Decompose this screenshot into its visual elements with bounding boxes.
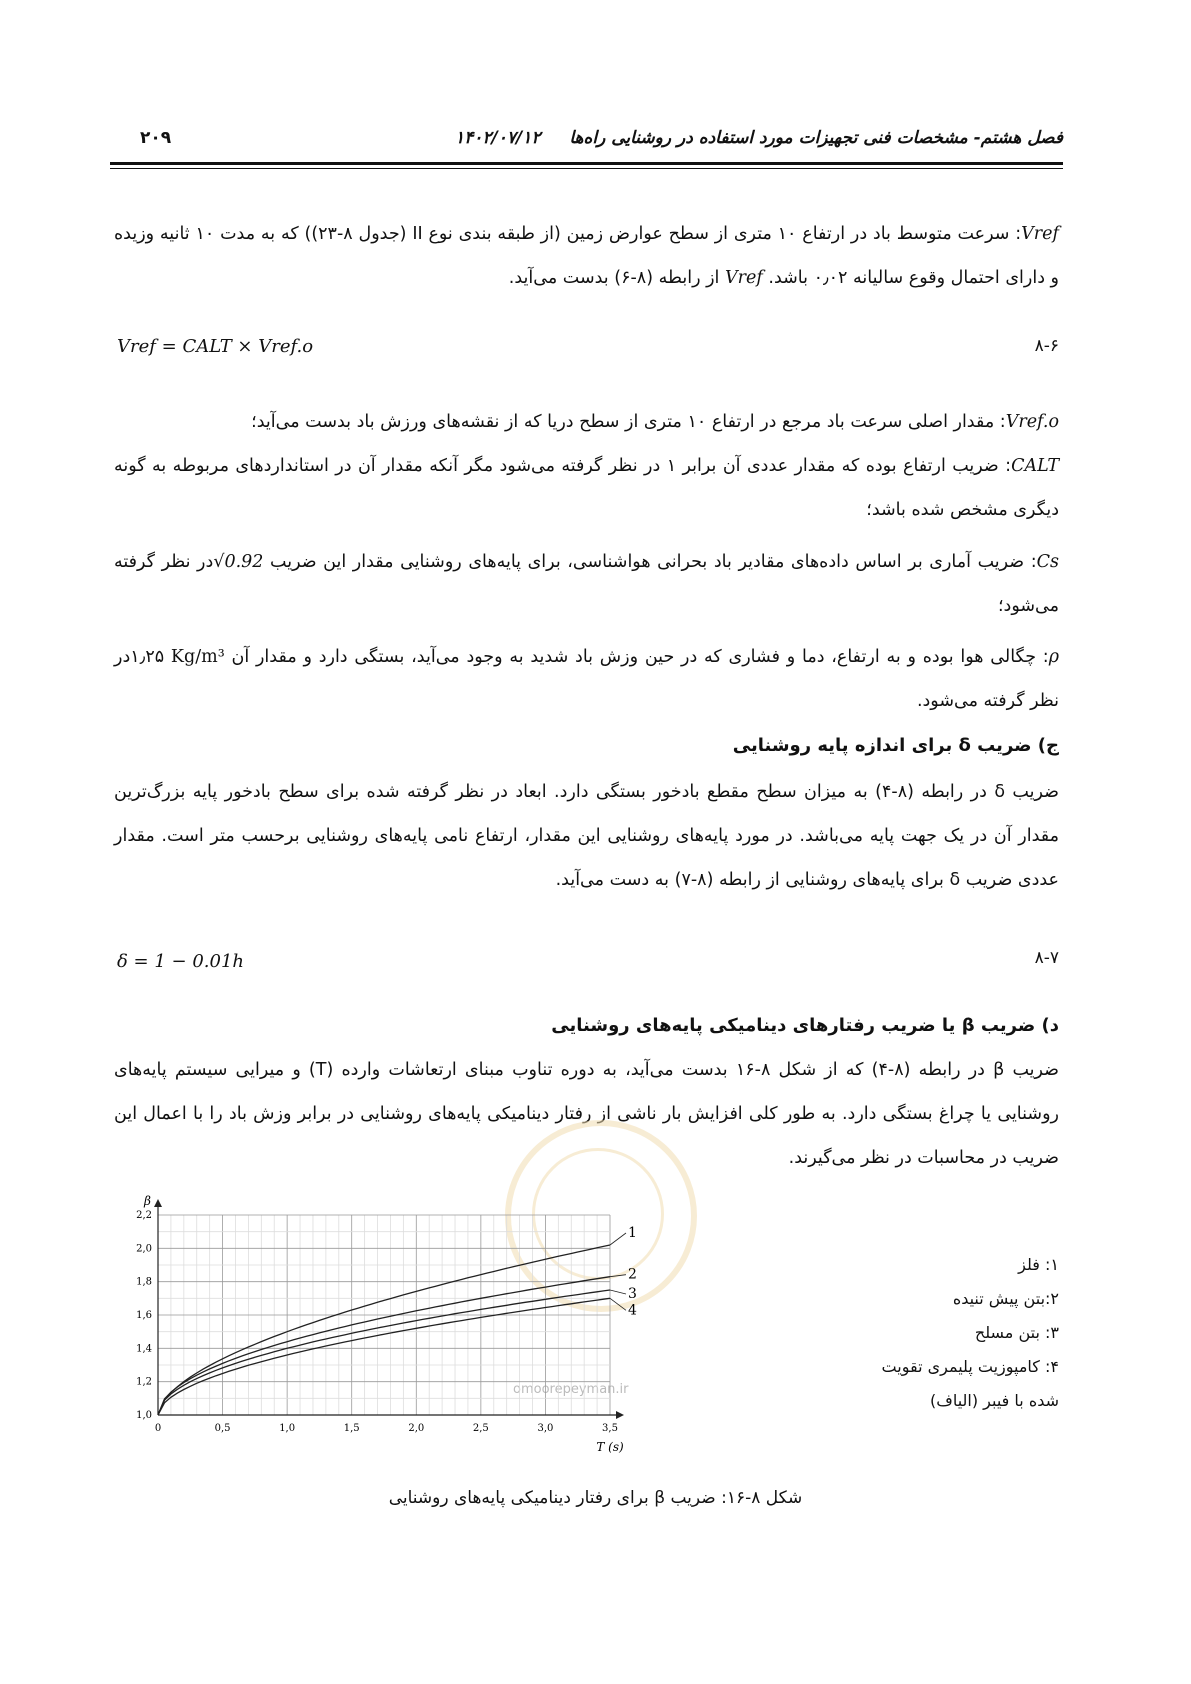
equation-8-7: δ = 1 − 0.01h bbox=[117, 951, 245, 972]
legend-item-4-cont: شده با فیبر (الیاف) bbox=[930, 1391, 1059, 1410]
paragraph-vref bbox=[114, 212, 1059, 300]
symbol-vref-o: Vref.o bbox=[1005, 412, 1059, 432]
chapter-title: فصل هشتم- مشخصات فنی تجهیزات مورد استفاده در روشنایی راه‌ها bbox=[569, 128, 1063, 148]
y-tick-label: 1,2 bbox=[136, 1376, 152, 1388]
paragraph-beta: ضریب β در رابطه (۸-۴) که از شکل ۸-۱۶ بدست می‌آید، به دوره تناوب مبنای ارتعاشات وارده (T) و میرایی سیستم پایه‌های روشنایی یا چراغ بستگی دارد. به طور کلی افزایش بار ناشی از رفتار دینامیکی پایه‌های روشنایی در برابر وزش باد را با اعمال این ضریب در محاسبات در نظر می‌گیرند. bbox=[114, 1060, 1060, 1168]
chart-legend bbox=[882, 1248, 1059, 1418]
legend-item-3: ۳: بتن مسلح bbox=[974, 1323, 1059, 1342]
rho-definition-end: ۱٫۲۵در نظر گرفته می‌شود. bbox=[114, 647, 1059, 711]
x-tick-label: 2,0 bbox=[408, 1423, 425, 1434]
series-label-1: 1 bbox=[628, 1225, 637, 1241]
y-tick-label: 1,8 bbox=[136, 1276, 152, 1288]
rho-unit: Kg/m³ bbox=[170, 647, 225, 667]
x-axis-arrow bbox=[616, 1411, 624, 1419]
x-axis-label: T (s) bbox=[596, 1440, 624, 1454]
vref-o-definition: : مقدار اصلی سرعت باد مرجع در ارتفاع ۱۰ متری از سطح دریا که از نقشه‌های ورزش باد بدست می‌آید؛ bbox=[251, 412, 1006, 432]
series-label-3: 3 bbox=[628, 1286, 637, 1302]
symbol-rho: ρ bbox=[1048, 647, 1059, 667]
series-label-2: 2 bbox=[628, 1266, 637, 1283]
series-leader-3 bbox=[610, 1290, 626, 1294]
section-heading-delta: ج) ضریب δ برای اندازه پایه روشنایی bbox=[732, 735, 1059, 756]
legend-item-2: ۲:بتن پیش تنیده bbox=[952, 1289, 1059, 1308]
y-tick-label: 1,4 bbox=[136, 1343, 152, 1355]
paragraph-vref-o bbox=[114, 400, 1059, 444]
paragraph-calt bbox=[114, 444, 1059, 532]
header-rule-thin bbox=[110, 168, 1063, 169]
cs-value: √0.92 bbox=[213, 552, 264, 572]
symbol-vref: Vref bbox=[1021, 224, 1059, 244]
series-label-4: 4 bbox=[628, 1302, 637, 1319]
calt-definition: : ضریب ارتفاع بوده که مقدار عددی آن برابر ۱ در نظر گرفته می‌شود مگر آنکه مقدار آن در استانداردهای مربوطه به گونه دیگری مشخص شده باشد؛ bbox=[114, 456, 1059, 520]
x-tick-label: 3,5 bbox=[602, 1423, 618, 1434]
section-heading-beta: د) ضریب β یا ضریب رفتارهای دینامیکی پایه‌های روشنایی bbox=[551, 1015, 1059, 1036]
header-rule-thick bbox=[110, 162, 1063, 165]
y-tick-label: 2,2 bbox=[136, 1210, 152, 1221]
symbol-calt: CALT bbox=[1011, 456, 1059, 476]
series-leader-4 bbox=[610, 1298, 626, 1310]
header-date: ۱۴۰۲/۰۷/۱۲ bbox=[455, 128, 541, 148]
cs-definition: : ضریب آماری بر اساس داده‌های مقادیر باد بحرانی هواشناسی، برای پایه‌های روشنایی مقدار این ضریب bbox=[263, 552, 1037, 572]
y-tick-label: 2,0 bbox=[136, 1243, 152, 1255]
x-tick-label: 2,5 bbox=[472, 1423, 489, 1434]
y-tick-label: 1,0 bbox=[136, 1410, 152, 1421]
paragraph-rho bbox=[114, 635, 1059, 723]
x-tick-label: 0,5 bbox=[214, 1423, 231, 1434]
y-axis-label: β bbox=[144, 1194, 151, 1208]
y-axis-arrow bbox=[154, 1199, 162, 1207]
x-tick-label: 0 bbox=[154, 1423, 162, 1434]
legend-item-4: ۴: کامپوزیت پلیمری تقویت bbox=[881, 1357, 1059, 1376]
vref-relation-text: از رابطه (۸-۶) بدست می‌آید. bbox=[508, 268, 725, 288]
vref-definition: : سرعت متوسط باد در ارتفاع ۱۰ متری از سطح عوارض زمین (از طبقه بندی نوع II (جدول ۸-۲۳)) که به مدت ۱۰ ثانیه وزیده و دارای احتمال وقوع سالیانه ۰٫۰۲ باشد. bbox=[114, 224, 1059, 288]
x-tick-label: 3,0 bbox=[537, 1423, 554, 1434]
symbol-cs: Cs bbox=[1036, 552, 1059, 572]
equation-number-8-7: ۸-۷ bbox=[1034, 948, 1059, 968]
paragraph-cs bbox=[114, 540, 1059, 628]
rho-definition: : چگالی هوا بوده و به ارتفاع، دما و فشاری که در حین وزش باد شدید به وجود می‌آید، بستگی دارد و مقدار آن bbox=[224, 647, 1049, 667]
legend-item-1: ۱: فلز bbox=[1018, 1255, 1059, 1274]
page-header bbox=[110, 128, 1063, 160]
y-tick-label: 1,6 bbox=[136, 1310, 152, 1321]
paragraph-delta: ضریب δ در رابطه (۸-۴) به میزان سطح مقطع بادخور بستگی دارد. ابعاد در نظر گرفته شده برای سطح بادخور پایه بزرگ‌ترین مقدار آن در یک جهت پایه می‌باشد. در مورد پایه‌های روشنایی این مقدار، ارتفاع نامی پایه‌های روشنایی برحسب متر است. مقدار عددی ضریب δ برای پایه‌های روشنایی از رابطه (۸-۷) به دست می‌آید. bbox=[114, 782, 1060, 890]
beta-chart-svg bbox=[110, 1185, 670, 1475]
symbol-vref-2: Vref bbox=[724, 268, 763, 288]
watermark-text: omoorepeyman.ir bbox=[513, 1382, 629, 1397]
page-number: ۲۰۹ bbox=[140, 128, 172, 148]
equation-number-8-6: ۸-۶ bbox=[1034, 336, 1059, 356]
equation-8-6: Vref = CALT × Vref.o bbox=[117, 336, 314, 357]
series-leader-1 bbox=[610, 1233, 626, 1245]
x-tick-label: 1,0 bbox=[279, 1423, 296, 1434]
figure-caption: شکل ۸-۱۶: ضریب β برای رفتار دینامیکی پایه‌های روشنایی bbox=[388, 1488, 803, 1508]
cs-definition-end: در نظر گرفته می‌شود؛ bbox=[114, 552, 1059, 616]
series-line-2 bbox=[158, 1277, 610, 1415]
series-leader-2 bbox=[610, 1275, 626, 1277]
x-tick-label: 1,5 bbox=[343, 1423, 360, 1434]
series-line-3 bbox=[158, 1290, 610, 1415]
beta-chart bbox=[110, 1185, 670, 1475]
series-line-1 bbox=[158, 1245, 610, 1415]
